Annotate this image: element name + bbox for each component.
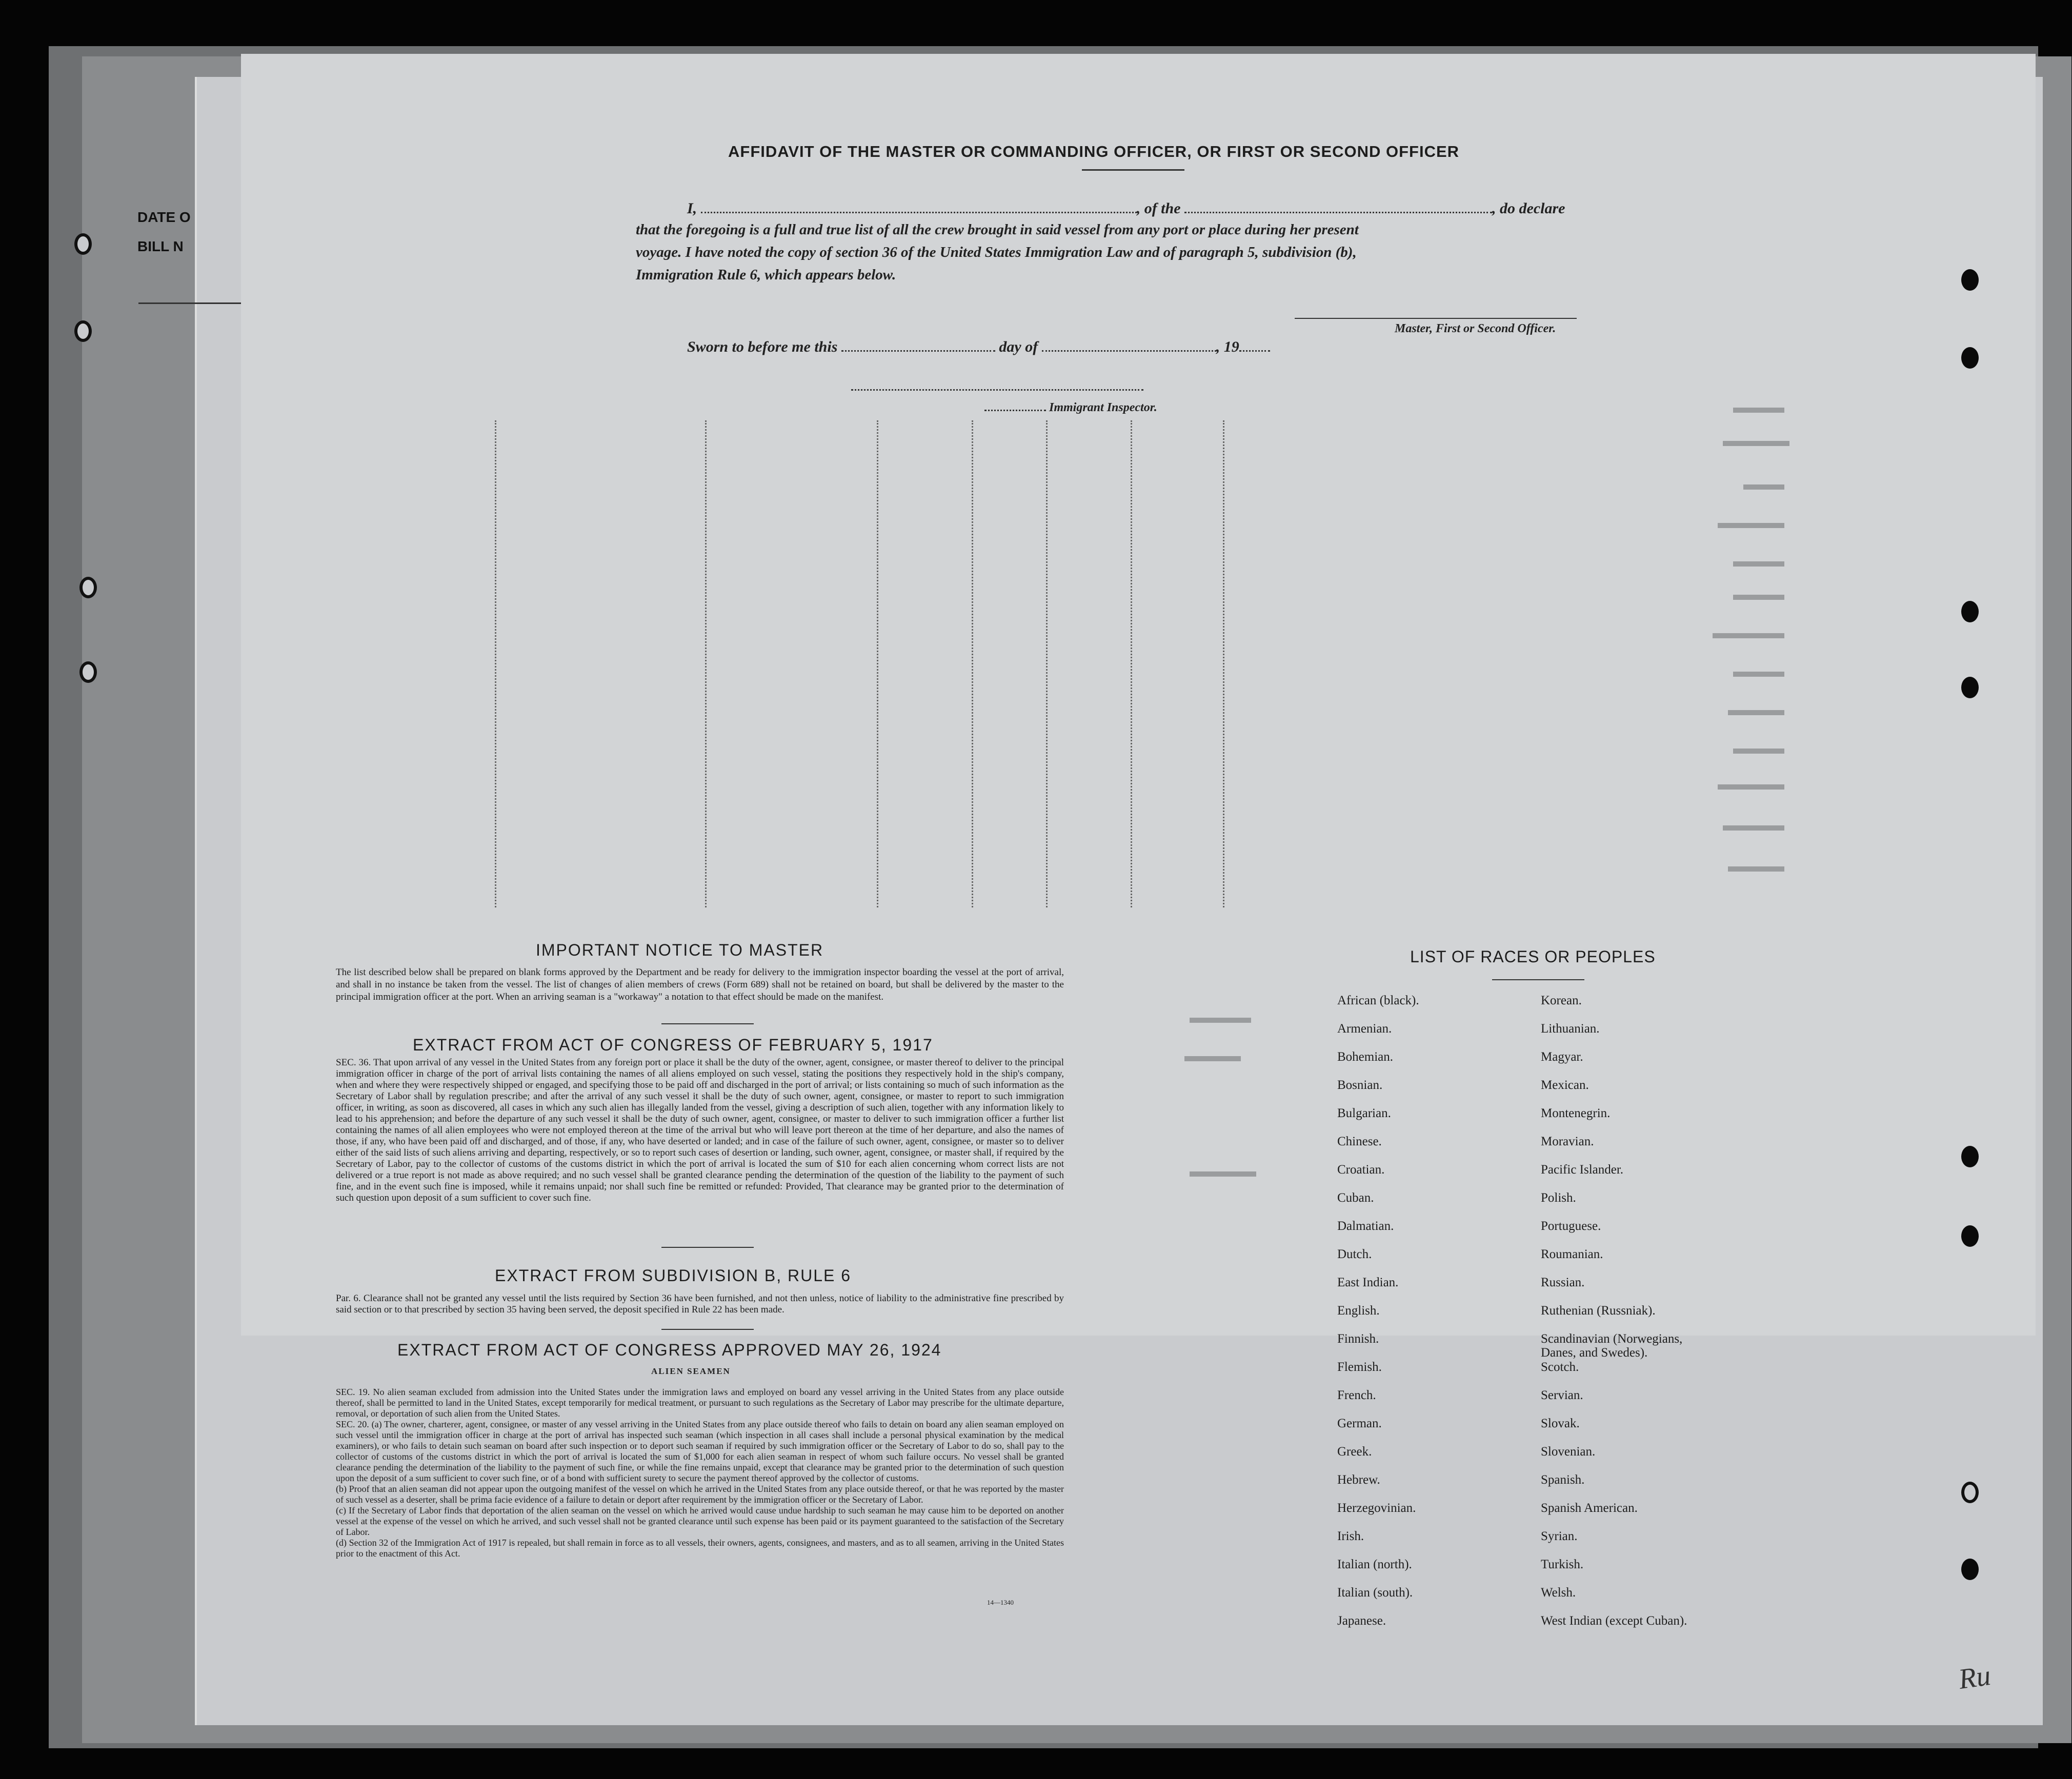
bleed-through-mark (1718, 523, 1784, 528)
bleed-through-mark (1723, 441, 1789, 446)
vessel-blank[interactable] (1184, 212, 1492, 213)
do-declare-label: , do declare (1492, 200, 1565, 217)
race-item: West Indian (except Cuban). (1541, 1614, 1687, 1628)
form-number: 14—1340 (987, 1599, 1014, 1606)
affidavit-title: AFFIDAVIT OF THE MASTER OR COMMANDING OFFICER, OR FIRST OR SECOND OFFICER (728, 143, 1460, 160)
notice-title: IMPORTANT NOTICE TO MASTER (536, 941, 824, 959)
race-item: English. (1337, 1304, 1380, 1318)
notice-body: The list described below shall be prepared on blank forms approved by the Department and be ready for delivery to the immigration inspector boarding the vessel at the port of arrival, and shall in no instance be taken from the vessel. The list of changes of alien members of crews (Form 689) shall not be retained on board, but shall be delivered by the master to the principal immigration officer at the port. When an arriving seaman is a "workaway" a notation to that effect should be made on the manifest. (336, 967, 1064, 1002)
bleed-through-mark (1184, 1056, 1241, 1061)
left-edge-date: DATE O (137, 209, 191, 225)
races-title: LIST OF RACES OR PEOPLES (1410, 947, 1656, 966)
punch-hole (1961, 677, 1979, 698)
column-line (1046, 420, 1049, 907)
race-item: Finnish. (1337, 1332, 1379, 1346)
sworn-month-blank[interactable] (1042, 350, 1216, 352)
race-item: Chinese. (1337, 1135, 1382, 1148)
punch-hole (1961, 1225, 1979, 1247)
notice-divider (661, 1023, 754, 1024)
race-item: Magyar. (1541, 1050, 1583, 1064)
inspector-label (984, 401, 1157, 415)
inspector-line (851, 388, 1143, 391)
column-line (1131, 420, 1133, 907)
title-underline (1082, 169, 1184, 171)
extract-1924-body (336, 1387, 1064, 1559)
i-label: I, (687, 200, 697, 217)
extract-1924-sec20d: (d) Section 32 of the Immigration Act of 1917 is repealed, but shall remain in force as to all vessels, their owners, agents, consignees, and masters, and as to all seamen, arriving in the United States prior to the enactment of this Act. (336, 1538, 1064, 1559)
race-item: Cuban. (1337, 1191, 1374, 1205)
extract-1917-body: SEC. 36. That upon arrival of any vessel in the United States from any foreign port or place it shall be the duty of the owner, agent, consignee, or master thereof to deliver to the principal immigration officer in charge of the port of arrival lists containing the names of all aliens employed on such vessel, stating the positions they respectively hold in the ship's company, when and where they were respectively shipped or engaged, and specifying those to be paid off and discharged in the port of arrival; or lists containing so much of such information as the Secretary of Labor shall by regulation prescribe; and after the arrival of any such vessel it shall be the duty of such owner, agent, consignee, or master to report to such immigration officer, in writing, as soon as discovered, all cases in which any such alien has illegally landed from the vessel, giving a description of such alien, together with any information likely to lead to his apprehension; and before the departure of any such vessel it shall be the duty of such owner, agent, consignee, or master to deliver to such immigration officer a further list containing the names of all alien employees who were not employed thereon at the time of the arrival but who will leave port thereon at the time of her departure, and also the names of those, if any, who have been paid off and discharged, and of those, if any, who have deserted or landed; and in case of the failure of such owner, agent, consignee, or master so to deliver either of the said lists of such aliens arriving and departing, respectively, or so to report such cases of desertion or landing, such owner, agent, consignee, or master shall, if required by the Secretary of Labor, pay to the collector of customs of the customs district in which the port of arrival is located the sum of $10 for each alien concerning whom correct lists are not delivered or a true report is not made as above required; and no such vessel shall be granted clearance pending the determination of the question of the liability to the payment of such fine, and in the event such fine is imposed, while it remains unpaid; nor shall such fine be remitted or refunded: Provided, That clearance may be granted prior to the determination of such question upon deposit of a sum sufficient to cover such fine. (336, 1057, 1064, 1203)
race-item: German. (1337, 1417, 1382, 1430)
bleed-through-mark (1713, 633, 1784, 638)
left-edge-bill: BILL N (137, 238, 184, 254)
inspector-signature-label: Immigrant Inspector. (1049, 401, 1157, 414)
punch-hole (1961, 601, 1979, 622)
affidavit-line3: voyage. I have noted the copy of section 36 of the United States Immigration Law and of paragraph 5, subdivision (b), (636, 244, 1357, 260)
race-item: Slovenian. (1541, 1445, 1596, 1459)
race-item: Portuguese. (1541, 1219, 1601, 1233)
race-item: Roumanian. (1541, 1247, 1603, 1261)
punch-hole (1961, 1146, 1979, 1167)
race-item: Ruthenian (Russniak). (1541, 1304, 1656, 1318)
column-line (877, 420, 879, 907)
sworn-line (687, 338, 1270, 356)
column-line (705, 420, 708, 907)
name-blank[interactable] (701, 212, 1137, 213)
master-signature-line (1295, 318, 1577, 319)
race-item: Russian. (1541, 1276, 1585, 1289)
bleed-through-mark (1733, 749, 1784, 754)
master-signature-label: Master, First or Second Officer. (1395, 322, 1556, 335)
race-item: Pacific Islander. (1541, 1163, 1624, 1177)
extract-1924-sec20a: SEC. 20. (a) The owner, charterer, agent, consignee, or master of any vessel arriving in the United States from any place outside thereof who fails to detain on board any alien seaman employed on such vessel until the immigration officer in charge at the port of arrival has inspected such seaman (which inspection in all cases shall include a personal physical examination by the medical examiners), or who fails to detain such seaman on board after such inspection or to deport such seaman if required by such immigration officer or the Secretary of Labor to do so, shall pay to the collector of customs of the customs district in which the port of arrival is located the sum of $1,000 for each alien seaman in respect of whom such failure occurs. No vessel shall be granted clearance pending the determination of the liability to the payment of such fine, or while the fine remains unpaid, except that clearance may be granted prior to the determination of such question upon the deposit of a sum sufficient to cover such fine, or of a bond with sufficient surety to secure the payment thereof approved by the collector of customs. (336, 1419, 1064, 1483)
race-item: Armenian. (1337, 1022, 1392, 1036)
affidavit-line4: Immigration Rule 6, which appears below. (636, 267, 896, 283)
punch-hole (1961, 347, 1979, 369)
sworn-day-blank[interactable] (841, 350, 995, 352)
race-item: Italian (south). (1337, 1586, 1413, 1600)
race-item: East Indian. (1337, 1276, 1399, 1289)
bleed-through-mark (1190, 1171, 1256, 1177)
rule6-title: EXTRACT FROM SUBDIVISION B, RULE 6 (495, 1266, 852, 1285)
race-item: Servian. (1541, 1388, 1583, 1402)
bleed-through-mark (1743, 484, 1784, 490)
race-item: Bulgarian. (1337, 1106, 1391, 1120)
punch-hole (74, 320, 92, 342)
bleed-through-mark (1733, 595, 1784, 600)
extract-1924-sec20c: (c) If the Secretary of Labor finds that deportation of the alien seaman on the vessel on which he arrived would cause undue hardship to such seaman he may cause him to be deported on another vessel at the expense of the vessel on which he arrived, and such vessel shall not be granted clearance until such expense has been paid or its payment guaranteed to the satisfaction of the Secretary of Labor. (336, 1505, 1064, 1537)
extract-1924-title: EXTRACT FROM ACT OF CONGRESS APPROVED MAY 26, 1924 (397, 1341, 942, 1359)
race-item: Herzegovinian. (1337, 1501, 1416, 1515)
rule6-body: Par. 6. Clearance shall not be granted any vessel until the lists required by Section 36 have been furnished, and not then unless, notice of liability to the administrative fine prescribed by said section or to that prescribed by section 35 having been served, the deposit specified in Rule 22 has been made. (336, 1293, 1064, 1315)
race-item: Italian (north). (1337, 1558, 1412, 1571)
left-edge-rule (138, 302, 241, 304)
affidavit-line1 (687, 200, 1625, 217)
race-item: African (black). (1337, 994, 1419, 1007)
race-item: Mexican. (1541, 1078, 1589, 1092)
race-item: Syrian. (1541, 1529, 1578, 1543)
punch-hole (1961, 269, 1979, 291)
bleed-through-mark (1723, 825, 1784, 831)
sworn-label: Sworn to before me this (687, 338, 838, 355)
margin-handwriting: Ru (1956, 1659, 1993, 1696)
race-item: Bohemian. (1337, 1050, 1394, 1064)
race-item: Flemish. (1337, 1360, 1382, 1374)
race-item: French. (1337, 1388, 1376, 1402)
punch-hole (74, 233, 92, 255)
race-item: Japanese. (1337, 1614, 1386, 1628)
year-prefix: , 19 (1216, 338, 1239, 355)
race-item: Korean. (1541, 994, 1582, 1007)
race-item: Croatian. (1337, 1163, 1385, 1177)
race-item: Turkish. (1541, 1558, 1584, 1571)
race-item: Hebrew. (1337, 1473, 1380, 1487)
race-item: Spanish. (1541, 1473, 1585, 1487)
punch-hole (1961, 1559, 1979, 1580)
extract-1924-sec20b: (b) Proof that an alien seaman did not appear upon the outgoing manifest of the vessel on which he arrived in the United States from any place outside thereof, or that he was reported by the master of such vessel as a deserter, shall be prima facie evidence of a failure to detain or deport after requirement by the immigration officer or the Secretary of Labor. (336, 1484, 1064, 1505)
bleed-through-mark (1733, 672, 1784, 677)
race-item: Greek. (1337, 1445, 1372, 1459)
bleed-through-mark (1718, 784, 1784, 790)
races-underline (1492, 979, 1584, 980)
race-item: Irish. (1337, 1529, 1364, 1543)
bleed-through-mark (1728, 866, 1784, 872)
race-item: Scotch. (1541, 1360, 1579, 1374)
column-line (1223, 420, 1225, 907)
race-item: Slovak. (1541, 1417, 1580, 1430)
of-the-label: , of the (1136, 200, 1181, 217)
race-item: Lithuanian. (1541, 1022, 1600, 1036)
race-item: Bosnian. (1337, 1078, 1383, 1092)
affidavit-line2: that the foregoing is a full and true list of all the crew brought in said vessel from any port or place during her present (636, 221, 1359, 238)
bleed-through-mark (1728, 710, 1784, 715)
extract-1917-divider (661, 1247, 754, 1248)
column-line (972, 420, 974, 907)
race-item: Welsh. (1541, 1586, 1576, 1600)
bleed-through-mark (1733, 561, 1784, 567)
race-item: Moravian. (1541, 1135, 1594, 1148)
race-item: Dutch. (1337, 1247, 1372, 1261)
race-item: Montenegrin. (1541, 1106, 1611, 1120)
sworn-year-blank[interactable] (1239, 350, 1270, 352)
column-line (495, 420, 497, 907)
extract-1917-title: EXTRACT FROM ACT OF CONGRESS OF FEBRUARY 5, 1917 (413, 1036, 933, 1054)
race-item: Dalmatian. (1337, 1219, 1394, 1233)
race-item: Spanish American. (1541, 1501, 1638, 1515)
extract-1924-subtitle: ALIEN SEAMEN (651, 1366, 731, 1376)
race-item: Scandinavian (Norwegians, Danes, and Swedes). (1541, 1332, 1683, 1360)
day-of-label: day of (999, 338, 1038, 355)
punch-hole (1961, 1482, 1979, 1503)
bleed-through-mark (1190, 1018, 1251, 1023)
rule6-divider (661, 1329, 754, 1330)
punch-hole (79, 661, 97, 683)
punch-hole (79, 577, 97, 598)
bleed-through-mark (1733, 408, 1784, 413)
race-item: Polish. (1541, 1191, 1576, 1205)
extract-1924-sec19: SEC. 19. No alien seaman excluded from admission into the United States under the immigration laws and employed on board any vessel arriving in the United States from any place outside thereof, shall be permitted to land in the United States, except temporarily for medical treatment, or pursuant to such regulations as the Secretary of Labor may prescribe for the ultimate departure, removal, or deportation of such alien from the United States. (336, 1387, 1064, 1419)
